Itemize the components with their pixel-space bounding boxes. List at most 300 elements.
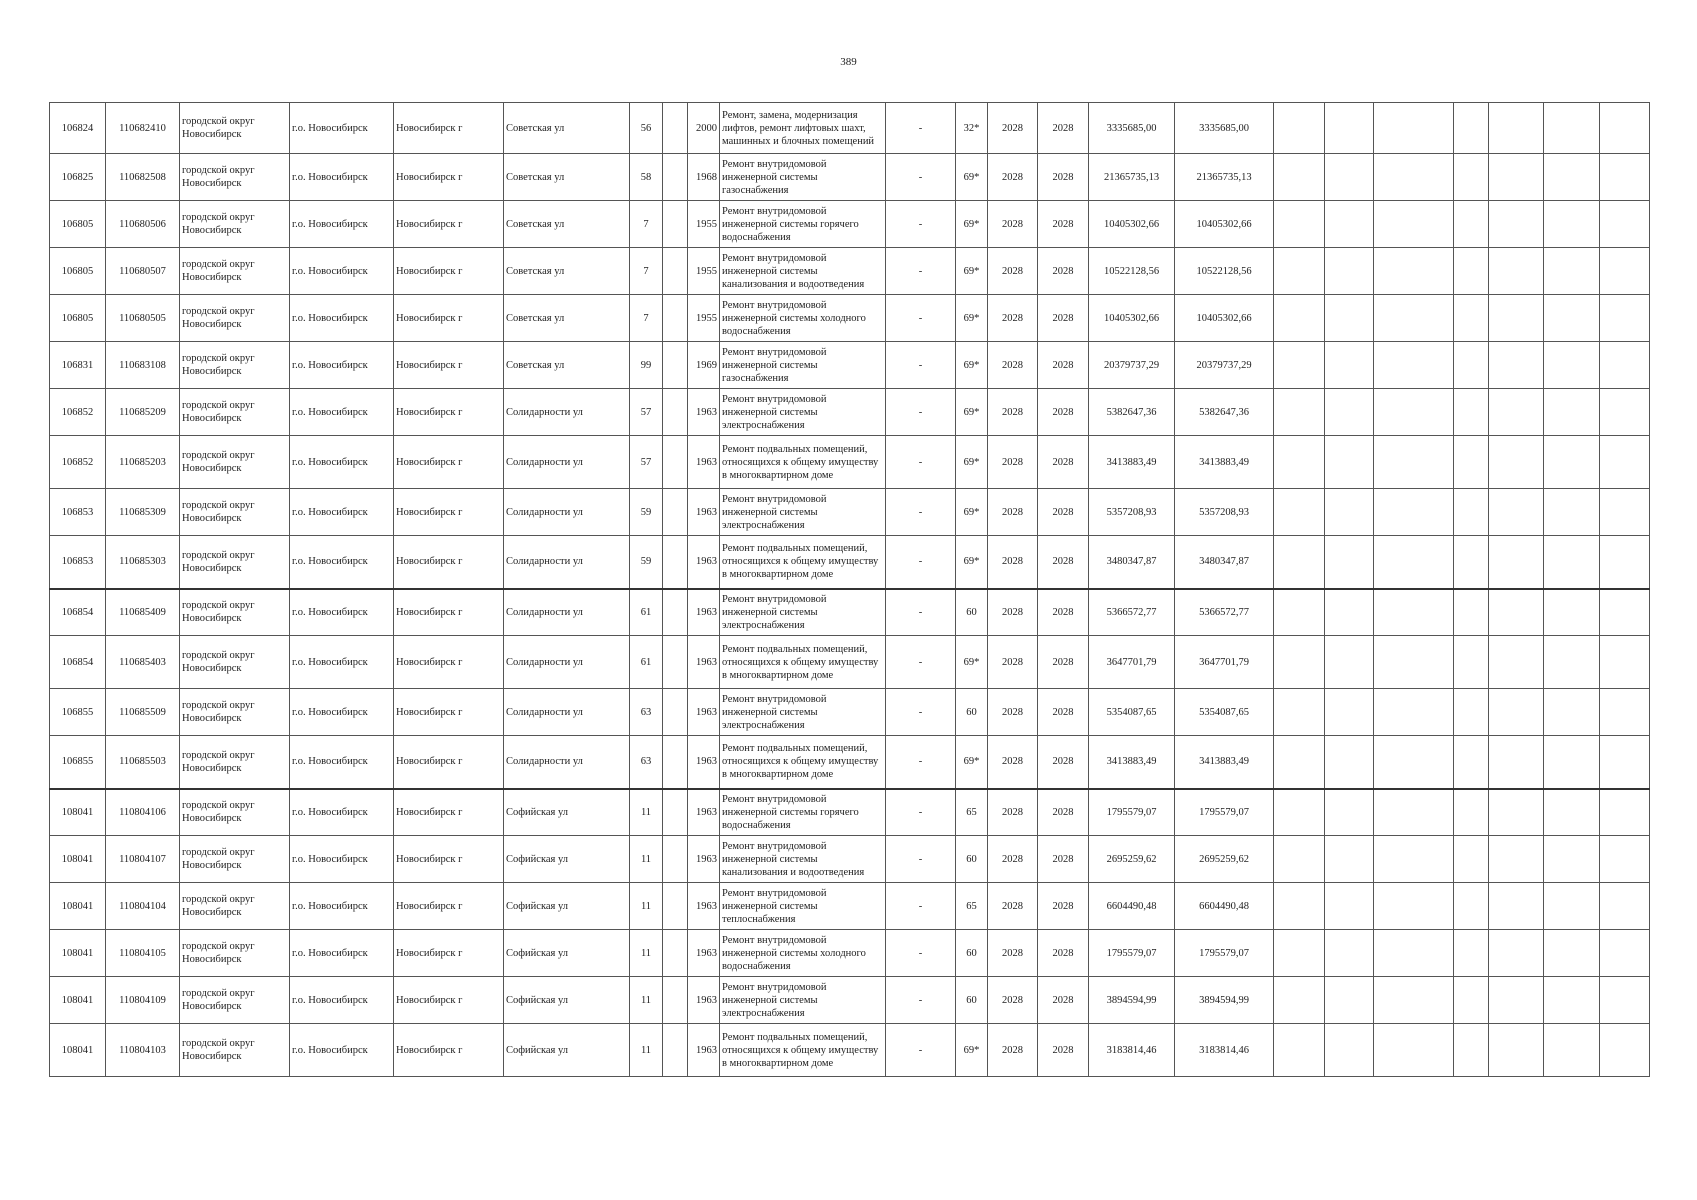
cell-locality: Новосибирск г: [394, 883, 504, 930]
cell-work-type: Ремонт внутридомовой инженерной системы теплоснабжения: [720, 883, 886, 930]
cell-house-id: 108041: [50, 836, 106, 883]
cell-work-id: 110804107: [106, 836, 180, 883]
cell-building: [663, 789, 688, 836]
cell-fund-cost: 2695259,62: [1175, 836, 1274, 883]
cell-work-type: Ремонт подвальных помещений, относящихся к общему имуществу в многоквартирном доме: [720, 736, 886, 789]
cell-build-year: 1963: [688, 930, 720, 977]
cell-locality: Новосибирск г: [394, 736, 504, 789]
cell-work-id: 110685403: [106, 636, 180, 689]
cell-work-type: Ремонт подвальных помещений, относящихся к общему имуществу в многоквартирном доме: [720, 436, 886, 489]
cell-extra-2: [1325, 295, 1374, 342]
cell-work-id: 110685409: [106, 589, 180, 636]
cell-work-type: Ремонт подвальных помещений, относящихся к общему имуществу в многоквартирном доме: [720, 1024, 886, 1077]
cell-locality: Новосибирск г: [394, 103, 504, 154]
cell-house-id: 106831: [50, 342, 106, 389]
cell-plan-end-year: 2028: [1038, 103, 1089, 154]
cell-work-type: Ремонт внутридомовой инженерной системы канализования и водоотведения: [720, 836, 886, 883]
cell-municipality: городской округ Новосибирск: [180, 295, 290, 342]
cell-extra-3: [1374, 736, 1454, 789]
cell-extra-3: [1374, 636, 1454, 689]
cell-area: -: [886, 536, 956, 589]
cell-build-year: 1963: [688, 536, 720, 589]
cell-work-id: 110685309: [106, 489, 180, 536]
cell-fund-cost: 10405302,66: [1175, 201, 1274, 248]
cell-plan-end-year: 2028: [1038, 489, 1089, 536]
cell-extra-7: [1600, 154, 1650, 201]
cell-total-cost: 5357208,93: [1089, 489, 1175, 536]
cell-building: [663, 930, 688, 977]
cell-extra-6: [1544, 154, 1600, 201]
table-row: [50, 689, 1650, 736]
cell-house-number: 56: [630, 103, 663, 154]
cell-locality: Новосибирск г: [394, 789, 504, 836]
cell-plan-start-year: 2028: [988, 977, 1038, 1024]
cell-house-number: 61: [630, 636, 663, 689]
cell-wear: 69*: [956, 536, 988, 589]
cell-municipality: городской округ Новосибирск: [180, 201, 290, 248]
cell-extra-5: [1489, 389, 1544, 436]
cell-area: -: [886, 883, 956, 930]
cell-house-id: 106825: [50, 154, 106, 201]
cell-plan-start-year: 2028: [988, 536, 1038, 589]
cell-extra-6: [1544, 883, 1600, 930]
cell-plan-end-year: 2028: [1038, 636, 1089, 689]
cell-build-year: 2000: [688, 103, 720, 154]
cell-area: -: [886, 789, 956, 836]
cell-extra-2: [1325, 930, 1374, 977]
cell-build-year: 1963: [688, 883, 720, 930]
cell-total-cost: 3480347,87: [1089, 536, 1175, 589]
cell-street: Солидарности ул: [504, 389, 630, 436]
cell-fund-cost: 5354087,65: [1175, 689, 1274, 736]
cell-total-cost: 1795579,07: [1089, 789, 1175, 836]
cell-extra-6: [1544, 103, 1600, 154]
cell-house-number: 61: [630, 589, 663, 636]
cell-extra-6: [1544, 736, 1600, 789]
cell-settlement: г.о. Новосибирск: [290, 436, 394, 489]
cell-locality: Новосибирск г: [394, 836, 504, 883]
cell-municipality: городской округ Новосибирск: [180, 836, 290, 883]
cell-house-number: 59: [630, 489, 663, 536]
cell-house-id: 106855: [50, 736, 106, 789]
cell-build-year: 1963: [688, 689, 720, 736]
cell-wear: 60: [956, 689, 988, 736]
cell-plan-end-year: 2028: [1038, 689, 1089, 736]
table-row: [50, 342, 1650, 389]
cell-extra-6: [1544, 977, 1600, 1024]
cell-extra-3: [1374, 930, 1454, 977]
cell-house-id: 106855: [50, 689, 106, 736]
cell-extra-6: [1544, 536, 1600, 589]
cell-extra-4: [1454, 103, 1489, 154]
cell-extra-3: [1374, 589, 1454, 636]
cell-plan-start-year: 2028: [988, 883, 1038, 930]
cell-house-id: 106805: [50, 295, 106, 342]
cell-house-id: 106805: [50, 248, 106, 295]
cell-wear: 60: [956, 836, 988, 883]
cell-extra-5: [1489, 636, 1544, 689]
page-number: 389: [840, 56, 857, 68]
cell-settlement: г.о. Новосибирск: [290, 201, 394, 248]
cell-plan-end-year: 2028: [1038, 836, 1089, 883]
cell-extra-5: [1489, 836, 1544, 883]
cell-total-cost: 6604490,48: [1089, 883, 1175, 930]
cell-work-id: 110685209: [106, 389, 180, 436]
cell-extra-4: [1454, 589, 1489, 636]
cell-build-year: 1963: [688, 789, 720, 836]
cell-work-id: 110685503: [106, 736, 180, 789]
cell-work-id: 110804105: [106, 930, 180, 977]
cell-municipality: городской округ Новосибирск: [180, 103, 290, 154]
cell-total-cost: 5366572,77: [1089, 589, 1175, 636]
cell-fund-cost: 1795579,07: [1175, 789, 1274, 836]
cell-extra-7: [1600, 789, 1650, 836]
cell-house-id: 108041: [50, 883, 106, 930]
cell-settlement: г.о. Новосибирск: [290, 836, 394, 883]
cell-extra-6: [1544, 389, 1600, 436]
cell-total-cost: 5354087,65: [1089, 689, 1175, 736]
cell-building: [663, 295, 688, 342]
cell-extra-3: [1374, 489, 1454, 536]
cell-house-id: 108041: [50, 789, 106, 836]
cell-wear: 65: [956, 789, 988, 836]
table-row: [50, 154, 1650, 201]
cell-settlement: г.о. Новосибирск: [290, 736, 394, 789]
cell-work-id: 110685303: [106, 536, 180, 589]
cell-plan-start-year: 2028: [988, 589, 1038, 636]
cell-house-id: 106854: [50, 589, 106, 636]
cell-total-cost: 10405302,66: [1089, 295, 1175, 342]
cell-build-year: 1963: [688, 636, 720, 689]
cell-fund-cost: 20379737,29: [1175, 342, 1274, 389]
cell-extra-7: [1600, 103, 1650, 154]
cell-house-number: 7: [630, 248, 663, 295]
cell-locality: Новосибирск г: [394, 536, 504, 589]
cell-plan-start-year: 2028: [988, 342, 1038, 389]
cell-fund-cost: 3413883,49: [1175, 436, 1274, 489]
cell-extra-4: [1454, 389, 1489, 436]
cell-settlement: г.о. Новосибирск: [290, 489, 394, 536]
cell-settlement: г.о. Новосибирск: [290, 883, 394, 930]
cell-fund-cost: 3335685,00: [1175, 103, 1274, 154]
cell-plan-start-year: 2028: [988, 689, 1038, 736]
cell-build-year: 1963: [688, 836, 720, 883]
cell-plan-start-year: 2028: [988, 154, 1038, 201]
cell-plan-start-year: 2028: [988, 930, 1038, 977]
cell-plan-end-year: 2028: [1038, 295, 1089, 342]
cell-extra-2: [1325, 1024, 1374, 1077]
cell-work-id: 110680505: [106, 295, 180, 342]
cell-extra-3: [1374, 977, 1454, 1024]
cell-work-type: Ремонт внутридомовой инженерной системы холодного водоснабжения: [720, 930, 886, 977]
cell-street: Солидарности ул: [504, 689, 630, 736]
cell-extra-2: [1325, 977, 1374, 1024]
cell-plan-start-year: 2028: [988, 436, 1038, 489]
cell-area: -: [886, 836, 956, 883]
cell-extra-2: [1325, 342, 1374, 389]
cell-locality: Новосибирск г: [394, 248, 504, 295]
cell-extra-1: [1274, 201, 1325, 248]
cell-house-id: 106852: [50, 389, 106, 436]
cell-building: [663, 689, 688, 736]
cell-street: Солидарности ул: [504, 636, 630, 689]
cell-municipality: городской округ Новосибирск: [180, 689, 290, 736]
cell-total-cost: 3413883,49: [1089, 736, 1175, 789]
cell-plan-end-year: 2028: [1038, 342, 1089, 389]
cell-work-type: Ремонт подвальных помещений, относящихся к общему имуществу в многоквартирном доме: [720, 536, 886, 589]
cell-street: Солидарности ул: [504, 736, 630, 789]
cell-area: -: [886, 342, 956, 389]
cell-extra-6: [1544, 930, 1600, 977]
cell-municipality: городской округ Новосибирск: [180, 977, 290, 1024]
cell-extra-7: [1600, 736, 1650, 789]
cell-extra-3: [1374, 789, 1454, 836]
cell-extra-4: [1454, 636, 1489, 689]
cell-extra-1: [1274, 883, 1325, 930]
cell-plan-end-year: 2028: [1038, 930, 1089, 977]
cell-fund-cost: 10522128,56: [1175, 248, 1274, 295]
cell-extra-2: [1325, 589, 1374, 636]
cell-house-number: 11: [630, 1024, 663, 1077]
cell-area: -: [886, 389, 956, 436]
cell-municipality: городской округ Новосибирск: [180, 389, 290, 436]
table-row: [50, 489, 1650, 536]
cell-locality: Новосибирск г: [394, 342, 504, 389]
cell-work-id: 110683108: [106, 342, 180, 389]
cell-wear: 32*: [956, 103, 988, 154]
cell-extra-7: [1600, 883, 1650, 930]
cell-extra-3: [1374, 883, 1454, 930]
cell-extra-1: [1274, 295, 1325, 342]
cell-locality: Новосибирск г: [394, 389, 504, 436]
cell-extra-4: [1454, 689, 1489, 736]
cell-extra-7: [1600, 930, 1650, 977]
cell-extra-3: [1374, 295, 1454, 342]
cell-extra-4: [1454, 736, 1489, 789]
cell-plan-end-year: 2028: [1038, 1024, 1089, 1077]
cell-extra-7: [1600, 295, 1650, 342]
cell-extra-5: [1489, 342, 1544, 389]
cell-wear: 69*: [956, 154, 988, 201]
cell-work-type: Ремонт внутридомовой инженерной системы горячего водоснабжения: [720, 789, 886, 836]
cell-build-year: 1963: [688, 389, 720, 436]
cell-house-number: 7: [630, 295, 663, 342]
cell-total-cost: 3413883,49: [1089, 436, 1175, 489]
cell-extra-7: [1600, 342, 1650, 389]
cell-work-id: 110804109: [106, 977, 180, 1024]
cell-house-number: 99: [630, 342, 663, 389]
cell-extra-7: [1600, 389, 1650, 436]
cell-extra-5: [1489, 436, 1544, 489]
cell-settlement: г.о. Новосибирск: [290, 536, 394, 589]
cell-extra-2: [1325, 883, 1374, 930]
cell-work-type: Ремонт внутридомовой инженерной системы холодного водоснабжения: [720, 295, 886, 342]
cell-extra-1: [1274, 930, 1325, 977]
table-row: [50, 1024, 1650, 1077]
cell-settlement: г.о. Новосибирск: [290, 389, 394, 436]
cell-locality: Новосибирск г: [394, 930, 504, 977]
cell-wear: 69*: [956, 436, 988, 489]
cell-extra-2: [1325, 436, 1374, 489]
cell-street: Солидарности ул: [504, 436, 630, 489]
cell-extra-3: [1374, 436, 1454, 489]
cell-work-type: Ремонт внутридомовой инженерной системы газоснабжения: [720, 154, 886, 201]
cell-extra-6: [1544, 295, 1600, 342]
cell-total-cost: 2695259,62: [1089, 836, 1175, 883]
cell-area: -: [886, 248, 956, 295]
cell-work-id: 110685509: [106, 689, 180, 736]
cell-plan-end-year: 2028: [1038, 736, 1089, 789]
cell-wear: 60: [956, 930, 988, 977]
cell-extra-1: [1274, 489, 1325, 536]
cell-plan-start-year: 2028: [988, 489, 1038, 536]
cell-plan-start-year: 2028: [988, 389, 1038, 436]
cell-work-id: 110680506: [106, 201, 180, 248]
cell-plan-end-year: 2028: [1038, 536, 1089, 589]
cell-extra-1: [1274, 736, 1325, 789]
table-row: [50, 436, 1650, 489]
cell-extra-2: [1325, 736, 1374, 789]
cell-extra-3: [1374, 689, 1454, 736]
cell-municipality: городской округ Новосибирск: [180, 736, 290, 789]
cell-extra-1: [1274, 1024, 1325, 1077]
cell-municipality: городской округ Новосибирск: [180, 154, 290, 201]
cell-settlement: г.о. Новосибирск: [290, 295, 394, 342]
cell-work-id: 110682410: [106, 103, 180, 154]
cell-fund-cost: 6604490,48: [1175, 883, 1274, 930]
cell-extra-2: [1325, 636, 1374, 689]
cell-extra-5: [1489, 154, 1544, 201]
table-row: [50, 789, 1650, 836]
cell-building: [663, 103, 688, 154]
cell-extra-4: [1454, 1024, 1489, 1077]
cell-extra-1: [1274, 436, 1325, 489]
cell-settlement: г.о. Новосибирск: [290, 103, 394, 154]
cell-municipality: городской округ Новосибирск: [180, 883, 290, 930]
cell-building: [663, 636, 688, 689]
cell-municipality: городской округ Новосибирск: [180, 248, 290, 295]
cell-work-type: Ремонт, замена, модернизация лифтов, ремонт лифтовых шахт, машинных и блочных помещений: [720, 103, 886, 154]
cell-extra-3: [1374, 389, 1454, 436]
cell-total-cost: 3894594,99: [1089, 977, 1175, 1024]
cell-building: [663, 154, 688, 201]
cell-work-id: 110682508: [106, 154, 180, 201]
cell-extra-7: [1600, 977, 1650, 1024]
cell-plan-end-year: 2028: [1038, 389, 1089, 436]
cell-wear: 69*: [956, 636, 988, 689]
cell-house-id: 106853: [50, 536, 106, 589]
cell-extra-1: [1274, 977, 1325, 1024]
cell-extra-7: [1600, 1024, 1650, 1077]
cell-extra-7: [1600, 836, 1650, 883]
cell-extra-7: [1600, 201, 1650, 248]
cell-extra-5: [1489, 789, 1544, 836]
cell-house-number: 11: [630, 836, 663, 883]
cell-settlement: г.о. Новосибирск: [290, 154, 394, 201]
cell-extra-7: [1600, 689, 1650, 736]
table-row: [50, 883, 1650, 930]
cell-extra-4: [1454, 436, 1489, 489]
cell-extra-7: [1600, 589, 1650, 636]
cell-settlement: г.о. Новосибирск: [290, 689, 394, 736]
cell-street: Советская ул: [504, 342, 630, 389]
cell-extra-1: [1274, 154, 1325, 201]
cell-settlement: г.о. Новосибирск: [290, 589, 394, 636]
cell-extra-5: [1489, 295, 1544, 342]
cell-wear: 69*: [956, 342, 988, 389]
cell-extra-2: [1325, 154, 1374, 201]
cell-extra-1: [1274, 836, 1325, 883]
cell-work-id: 110804106: [106, 789, 180, 836]
cell-extra-3: [1374, 1024, 1454, 1077]
cell-street: Софийская ул: [504, 789, 630, 836]
cell-plan-start-year: 2028: [988, 736, 1038, 789]
cell-municipality: городской округ Новосибирск: [180, 636, 290, 689]
cell-extra-1: [1274, 589, 1325, 636]
cell-extra-7: [1600, 636, 1650, 689]
cell-extra-3: [1374, 342, 1454, 389]
cell-street: Солидарности ул: [504, 489, 630, 536]
cell-build-year: 1969: [688, 342, 720, 389]
cell-house-number: 11: [630, 789, 663, 836]
cell-street: Софийская ул: [504, 977, 630, 1024]
cell-building: [663, 589, 688, 636]
cell-plan-end-year: 2028: [1038, 789, 1089, 836]
cell-extra-2: [1325, 201, 1374, 248]
table-row: [50, 930, 1650, 977]
cell-area: -: [886, 436, 956, 489]
cell-area: -: [886, 636, 956, 689]
cell-extra-6: [1544, 436, 1600, 489]
cell-municipality: городской округ Новосибирск: [180, 436, 290, 489]
cell-fund-cost: 3183814,46: [1175, 1024, 1274, 1077]
cell-extra-2: [1325, 536, 1374, 589]
cell-extra-4: [1454, 201, 1489, 248]
cell-municipality: городской округ Новосибирск: [180, 489, 290, 536]
cell-extra-4: [1454, 883, 1489, 930]
cell-building: [663, 342, 688, 389]
cell-extra-6: [1544, 789, 1600, 836]
cell-municipality: городской округ Новосибирск: [180, 589, 290, 636]
cell-building: [663, 201, 688, 248]
cell-house-number: 59: [630, 536, 663, 589]
cell-area: -: [886, 689, 956, 736]
cell-plan-start-year: 2028: [988, 789, 1038, 836]
cell-building: [663, 536, 688, 589]
cell-plan-end-year: 2028: [1038, 154, 1089, 201]
cell-extra-3: [1374, 248, 1454, 295]
table-row: [50, 536, 1650, 589]
cell-extra-6: [1544, 1024, 1600, 1077]
cell-plan-end-year: 2028: [1038, 201, 1089, 248]
cell-plan-end-year: 2028: [1038, 436, 1089, 489]
cell-municipality: городской округ Новосибирск: [180, 536, 290, 589]
cell-fund-cost: 5366572,77: [1175, 589, 1274, 636]
cell-build-year: 1955: [688, 201, 720, 248]
cell-house-number: 11: [630, 883, 663, 930]
cell-settlement: г.о. Новосибирск: [290, 1024, 394, 1077]
cell-area: -: [886, 154, 956, 201]
cell-extra-4: [1454, 536, 1489, 589]
cell-extra-1: [1274, 636, 1325, 689]
cell-locality: Новосибирск г: [394, 589, 504, 636]
cell-locality: Новосибирск г: [394, 636, 504, 689]
cell-street: Солидарности ул: [504, 589, 630, 636]
cell-wear: 69*: [956, 389, 988, 436]
cell-municipality: городской округ Новосибирск: [180, 1024, 290, 1077]
cell-wear: 69*: [956, 201, 988, 248]
cell-extra-6: [1544, 689, 1600, 736]
